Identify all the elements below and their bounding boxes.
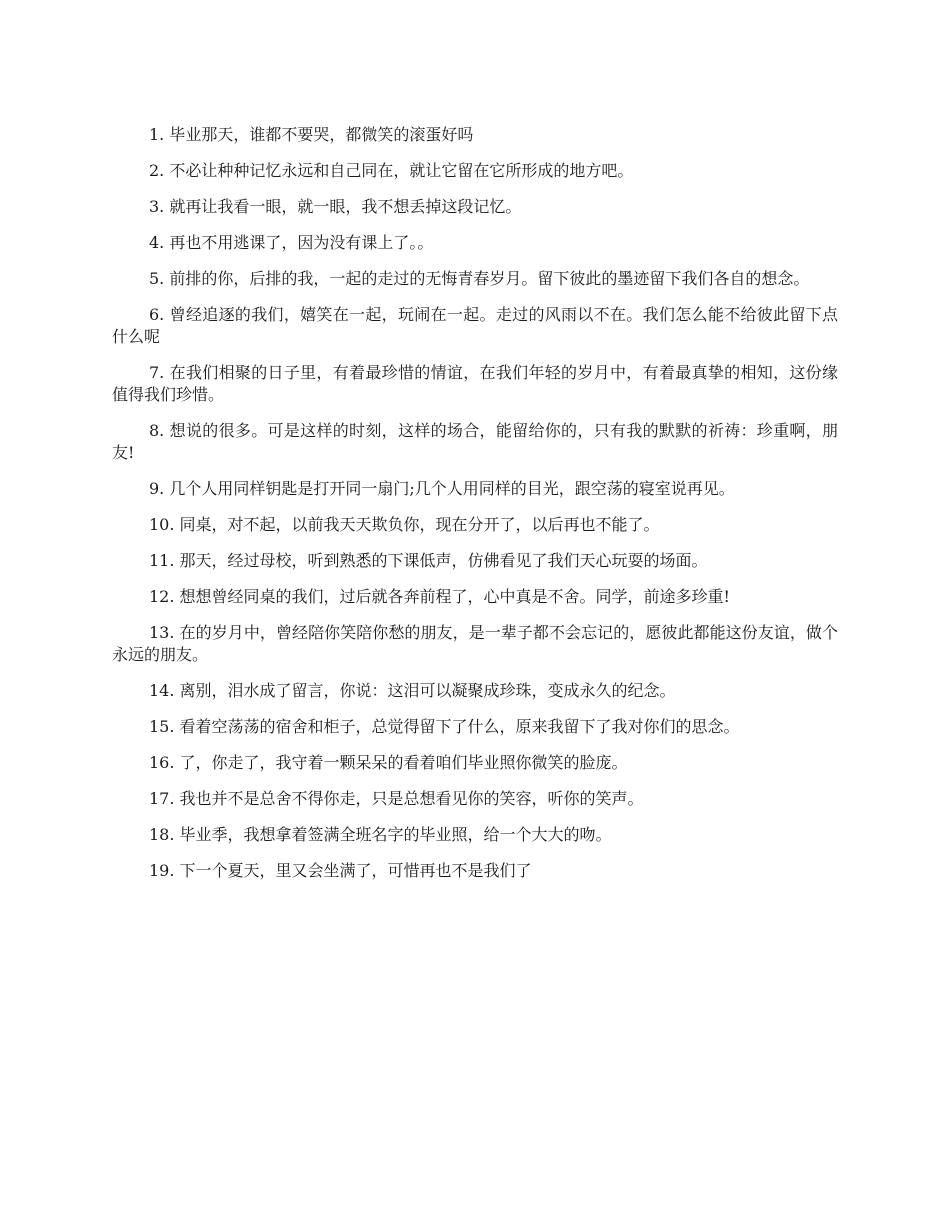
paragraph-2: 2. 不必让种种记忆永远和自己同在，就让它留在它所形成的地方吧。 — [149, 161, 634, 180]
paragraph-4: 4. 再也不用逃课了，因为没有课上了。。 — [149, 233, 434, 252]
paragraph-16: 16. 了，你走了，我守着一颗呆呆的看着咱们毕业照你微笑的脸庞。 — [149, 753, 628, 772]
paragraph-12: 12. 想想曾经同桌的我们，过后就各奔前程了，心中真是不舍。同学，前途多珍重! — [149, 587, 730, 606]
paragraph-5: 5. 前排的你，后排的我，一起的走过的无悔青春岁月。留下彼此的墨迹留下我们各自的想念。 — [149, 269, 810, 288]
paragraph-11: 11. 那天，经过母校，听到熟悉的下课低声，仿佛看见了我们天心玩耍的场面。 — [149, 551, 708, 570]
paragraph-18: 18. 毕业季，我想拿着签满全班名字的毕业照，给一个大大的吻。 — [149, 825, 612, 844]
paragraph-13: 13. 在的岁月中，曾经陪你笑陪你愁的朋友，是一辈子都不会忘记的，愿彼此都能这份友谊，做个永远的朋友。 — [112, 623, 838, 664]
paragraph-8: 8. 想说的很多。可是这样的时刻，这样的场合，能留给你的，只有我的默默的祈祷：珍重啊，朋友! — [112, 421, 838, 462]
paragraph-3: 3. 就再让我看一眼，就一眼，我不想丢掉这段记忆。 — [149, 197, 522, 216]
paragraph-9: 9. 几个人用同样钥匙是打开同一扇门;几个人用同样的目光，跟空荡的寝室说再见。 — [149, 479, 735, 498]
paragraph-17: 17. 我也并不是总舍不得你走，只是总想看见你的笑容，听你的笑声。 — [149, 789, 644, 808]
paragraph-10: 10. 同桌，对不起，以前我天天欺负你，现在分开了，以后再也不能了。 — [149, 515, 660, 534]
paragraph-6: 6. 曾经追逐的我们，嬉笑在一起，玩闹在一起。走过的风雨以不在。我们怎么能不给彼此留下点什么呢 — [112, 305, 838, 346]
paragraph-14: 14. 离别，泪水成了留言，你说：这泪可以凝聚成珍珠，变成永久的纪念。 — [149, 681, 676, 700]
paragraph-15: 15. 看着空荡荡的宿舍和柜子，总觉得留下了什么，原来我留下了我对你们的思念。 — [149, 717, 740, 736]
paragraph-1: 1. 毕业那天，谁都不要哭，都微笑的滚蛋好吗 — [149, 125, 474, 144]
paragraph-7: 7. 在我们相聚的日子里，有着最珍惜的情谊，在我们年轻的岁月中，有着最真挚的相知，这份缘值得我们珍惜。 — [112, 363, 838, 404]
document-body — [112, 124, 838, 896]
paragraph-19: 19. 下一个夏天，里又会坐满了，可惜再也不是我们了 — [149, 861, 532, 880]
